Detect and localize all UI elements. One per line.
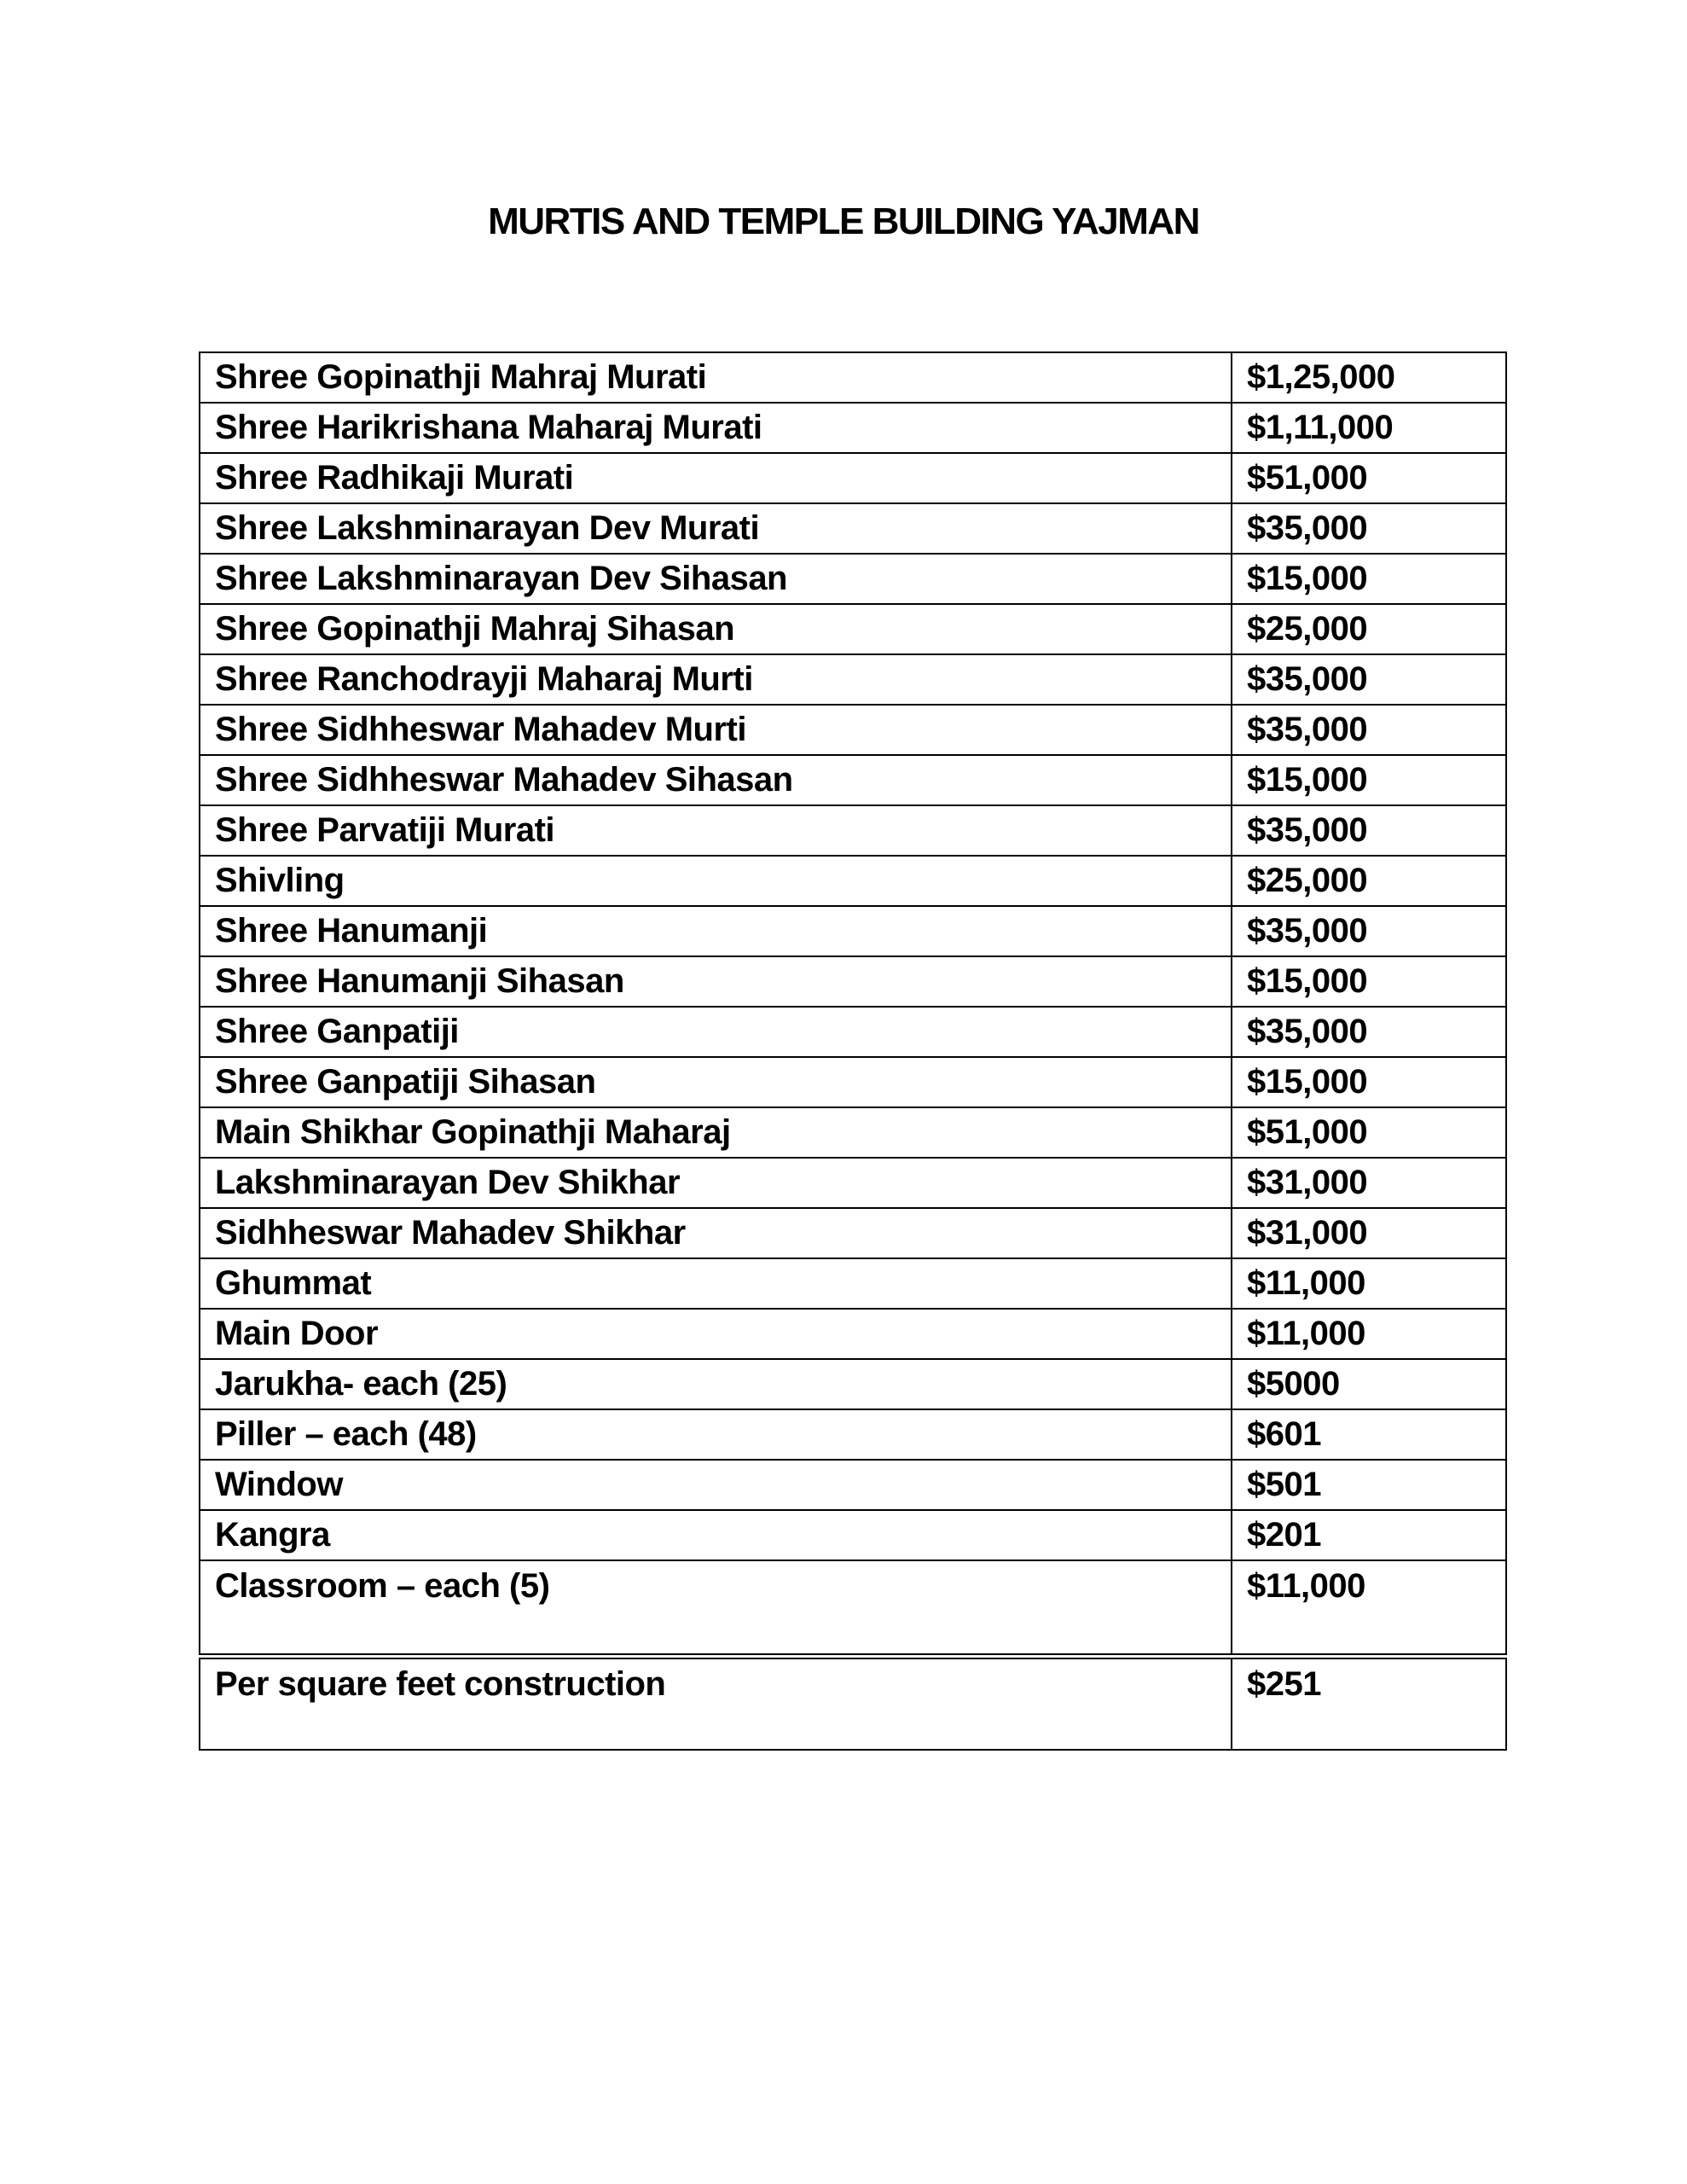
item-price-cell: $15,000: [1232, 755, 1506, 805]
table-row: [200, 654, 1506, 705]
item-price-cell: $25,000: [1232, 604, 1506, 654]
item-name-cell: Lakshminarayan Dev Shikhar: [200, 1158, 1232, 1208]
price-table: [199, 351, 1507, 1751]
page-title: MURTIS AND TEMPLE BUILDING YAJMAN: [488, 200, 1199, 242]
table-row: [200, 906, 1506, 956]
item-name-cell: Window: [200, 1460, 1232, 1510]
item-name-cell: Shree Ganpatiji: [200, 1007, 1232, 1057]
item-name-cell: Classroom – each (5): [200, 1560, 1232, 1657]
table-row: [200, 1258, 1506, 1309]
item-name-cell: Shree Radhikaji Murati: [200, 453, 1232, 503]
item-name-cell: Shree Ganpatiji Sihasan: [200, 1057, 1232, 1107]
table-row: [200, 352, 1506, 403]
table-row: [200, 856, 1506, 906]
item-price-cell: $51,000: [1232, 453, 1506, 503]
item-name-cell: Shree Ranchodrayji Maharaj Murti: [200, 654, 1232, 705]
table-row: [200, 604, 1506, 654]
item-price-cell: $11,000: [1232, 1258, 1506, 1309]
table-row: [200, 1359, 1506, 1409]
item-price-cell: $15,000: [1232, 956, 1506, 1007]
item-name-cell: Shree Sidhheswar Mahadev Murti: [200, 705, 1232, 755]
item-price-cell: $35,000: [1232, 705, 1506, 755]
item-name-cell: Shree Parvatiji Murati: [200, 805, 1232, 856]
item-name-cell: Shree Gopinathji Mahraj Murati: [200, 352, 1232, 403]
item-price-cell: $35,000: [1232, 805, 1506, 856]
table-row: [200, 805, 1506, 856]
item-name-cell: Piller – each (48): [200, 1409, 1232, 1460]
item-price-cell: $11,000: [1232, 1560, 1506, 1657]
price-table-body: [200, 352, 1506, 1750]
table-row: [200, 755, 1506, 805]
item-price-cell: $35,000: [1232, 654, 1506, 705]
item-price-cell: $11,000: [1232, 1309, 1506, 1359]
item-name-cell: Shree Harikrishana Maharaj Murati: [200, 403, 1232, 453]
item-name-cell: Sidhheswar Mahadev Shikhar: [200, 1208, 1232, 1258]
table-row: [200, 503, 1506, 554]
item-name-cell: Shree Sidhheswar Mahadev Sihasan: [200, 755, 1232, 805]
table-row: [200, 403, 1506, 453]
item-price-cell: $35,000: [1232, 503, 1506, 554]
table-row: [200, 1107, 1506, 1158]
table-row: [200, 1158, 1506, 1208]
table-row: [200, 1657, 1506, 1751]
item-price-cell: $25,000: [1232, 856, 1506, 906]
item-name-cell: Shivling: [200, 856, 1232, 906]
table-row: [200, 1208, 1506, 1258]
item-name-cell: Per square feet construction: [200, 1657, 1232, 1751]
item-price-cell: $35,000: [1232, 1007, 1506, 1057]
item-name-cell: Shree Lakshminarayan Dev Sihasan: [200, 554, 1232, 604]
item-price-cell: $501: [1232, 1460, 1506, 1510]
item-name-cell: Jarukha- each (25): [200, 1359, 1232, 1409]
table-row: [200, 705, 1506, 755]
table-row: [200, 554, 1506, 604]
table-row: [200, 1309, 1506, 1359]
item-name-cell: Shree Gopinathji Mahraj Sihasan: [200, 604, 1232, 654]
table-row: [200, 1007, 1506, 1057]
item-name-cell: Kangra: [200, 1510, 1232, 1560]
item-name-cell: Main Door: [200, 1309, 1232, 1359]
table-row: [200, 1510, 1506, 1560]
item-price-cell: $15,000: [1232, 1057, 1506, 1107]
item-name-cell: Shree Hanumanji Sihasan: [200, 956, 1232, 1007]
item-price-cell: $31,000: [1232, 1158, 1506, 1208]
table-row: [200, 1560, 1506, 1657]
item-price-cell: $601: [1232, 1409, 1506, 1460]
item-price-cell: $251: [1232, 1657, 1506, 1751]
table-row: [200, 1409, 1506, 1460]
table-row: [200, 956, 1506, 1007]
table-row: [200, 453, 1506, 503]
item-price-cell: $1,11,000: [1232, 403, 1506, 453]
item-price-cell: $31,000: [1232, 1208, 1506, 1258]
table-row: [200, 1460, 1506, 1510]
item-name-cell: Shree Lakshminarayan Dev Murati: [200, 503, 1232, 554]
item-price-cell: $15,000: [1232, 554, 1506, 604]
item-price-cell: $35,000: [1232, 906, 1506, 956]
item-price-cell: $1,25,000: [1232, 352, 1506, 403]
item-price-cell: $5000: [1232, 1359, 1506, 1409]
item-name-cell: Ghummat: [200, 1258, 1232, 1309]
item-name-cell: Main Shikhar Gopinathji Maharaj: [200, 1107, 1232, 1158]
item-price-cell: $51,000: [1232, 1107, 1506, 1158]
item-name-cell: Shree Hanumanji: [200, 906, 1232, 956]
item-price-cell: $201: [1232, 1510, 1506, 1560]
table-row: [200, 1057, 1506, 1107]
